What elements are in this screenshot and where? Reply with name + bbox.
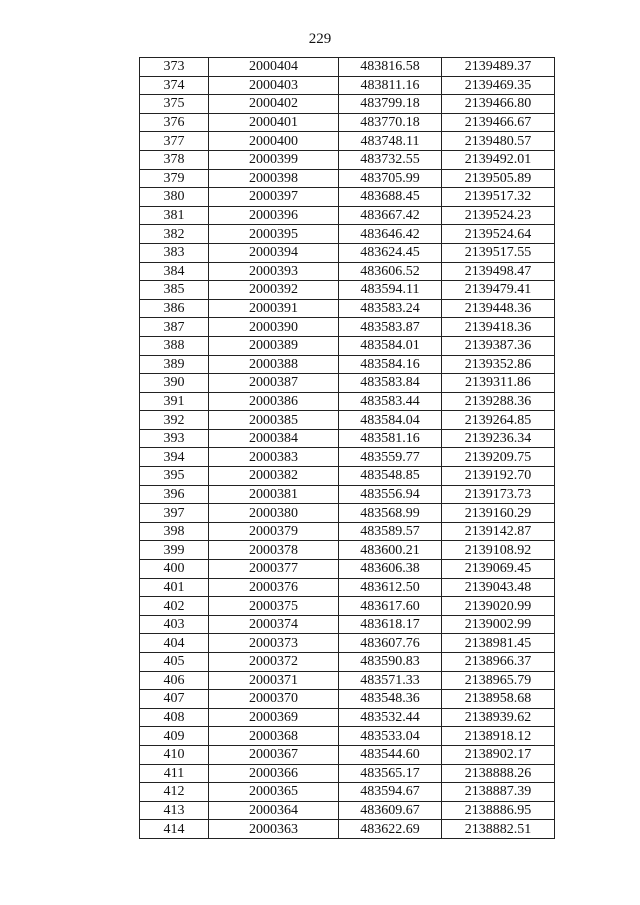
table-row — [140, 764, 555, 783]
table-row — [140, 243, 555, 262]
table-row — [140, 281, 555, 300]
x-coordinate-cell: 483594.11 — [339, 281, 442, 300]
table-row — [140, 467, 555, 486]
y-coordinate-cell: 2139492.01 — [442, 150, 555, 169]
y-coordinate-cell: 2139043.48 — [442, 578, 555, 597]
point-id-cell: 2000386 — [209, 392, 339, 411]
x-coordinate-cell: 483583.84 — [339, 374, 442, 393]
y-coordinate-cell: 2138902.17 — [442, 745, 555, 764]
point-id-cell: 2000384 — [209, 429, 339, 448]
point-id-cell: 2000389 — [209, 336, 339, 355]
table-row — [140, 429, 555, 448]
y-coordinate-cell: 2139020.99 — [442, 597, 555, 616]
y-coordinate-cell: 2138918.12 — [442, 727, 555, 746]
point-id-cell: 2000375 — [209, 597, 339, 616]
row-number-cell: 389 — [140, 355, 209, 374]
row-number-cell: 383 — [140, 243, 209, 262]
row-number-cell: 396 — [140, 485, 209, 504]
x-coordinate-cell: 483548.36 — [339, 690, 442, 709]
y-coordinate-cell: 2138939.62 — [442, 708, 555, 727]
coordinates-table — [139, 57, 555, 839]
x-coordinate-cell: 483589.57 — [339, 522, 442, 541]
y-coordinate-cell: 2139469.35 — [442, 76, 555, 95]
row-number-cell: 411 — [140, 764, 209, 783]
table-row — [140, 541, 555, 560]
x-coordinate-cell: 483606.38 — [339, 560, 442, 579]
x-coordinate-cell: 483544.60 — [339, 745, 442, 764]
point-id-cell: 2000378 — [209, 541, 339, 560]
x-coordinate-cell: 483705.99 — [339, 169, 442, 188]
y-coordinate-cell: 2139069.45 — [442, 560, 555, 579]
point-id-cell: 2000395 — [209, 225, 339, 244]
table-row — [140, 634, 555, 653]
row-number-cell: 386 — [140, 299, 209, 318]
row-number-cell: 414 — [140, 820, 209, 839]
x-coordinate-cell: 483556.94 — [339, 485, 442, 504]
x-coordinate-cell: 483646.42 — [339, 225, 442, 244]
x-coordinate-cell: 483565.17 — [339, 764, 442, 783]
x-coordinate-cell: 483607.76 — [339, 634, 442, 653]
table-row — [140, 411, 555, 430]
x-coordinate-cell: 483583.24 — [339, 299, 442, 318]
row-number-cell: 408 — [140, 708, 209, 727]
point-id-cell: 2000370 — [209, 690, 339, 709]
table-row — [140, 801, 555, 820]
point-id-cell: 2000379 — [209, 522, 339, 541]
point-id-cell: 2000367 — [209, 745, 339, 764]
row-number-cell: 400 — [140, 560, 209, 579]
row-number-cell: 395 — [140, 467, 209, 486]
table-row — [140, 745, 555, 764]
y-coordinate-cell: 2138887.39 — [442, 783, 555, 802]
point-id-cell: 2000402 — [209, 95, 339, 114]
point-id-cell: 2000399 — [209, 150, 339, 169]
y-coordinate-cell: 2139160.29 — [442, 504, 555, 523]
table-row — [140, 206, 555, 225]
y-coordinate-cell: 2138886.95 — [442, 801, 555, 820]
x-coordinate-cell: 483583.87 — [339, 318, 442, 337]
x-coordinate-cell: 483688.45 — [339, 188, 442, 207]
table-row — [140, 690, 555, 709]
row-number-cell: 380 — [140, 188, 209, 207]
x-coordinate-cell: 483594.67 — [339, 783, 442, 802]
x-coordinate-cell: 483600.21 — [339, 541, 442, 560]
x-coordinate-cell: 483581.16 — [339, 429, 442, 448]
row-number-cell: 381 — [140, 206, 209, 225]
table-row — [140, 169, 555, 188]
row-number-cell: 405 — [140, 653, 209, 672]
y-coordinate-cell: 2139524.23 — [442, 206, 555, 225]
x-coordinate-cell: 483571.33 — [339, 671, 442, 690]
y-coordinate-cell: 2139352.86 — [442, 355, 555, 374]
x-coordinate-cell: 483748.11 — [339, 132, 442, 151]
x-coordinate-cell: 483624.45 — [339, 243, 442, 262]
table-row — [140, 318, 555, 337]
row-number-cell: 373 — [140, 58, 209, 77]
row-number-cell: 393 — [140, 429, 209, 448]
table-row — [140, 336, 555, 355]
table-row — [140, 485, 555, 504]
x-coordinate-cell: 483816.58 — [339, 58, 442, 77]
table-row — [140, 392, 555, 411]
table-row — [140, 597, 555, 616]
x-coordinate-cell: 483811.16 — [339, 76, 442, 95]
point-id-cell: 2000383 — [209, 448, 339, 467]
point-id-cell: 2000364 — [209, 801, 339, 820]
table-row — [140, 820, 555, 839]
y-coordinate-cell: 2138882.51 — [442, 820, 555, 839]
table-row — [140, 225, 555, 244]
x-coordinate-cell: 483606.52 — [339, 262, 442, 281]
point-id-cell: 2000390 — [209, 318, 339, 337]
point-id-cell: 2000391 — [209, 299, 339, 318]
point-id-cell: 2000385 — [209, 411, 339, 430]
x-coordinate-cell: 483667.42 — [339, 206, 442, 225]
row-number-cell: 385 — [140, 281, 209, 300]
row-number-cell: 410 — [140, 745, 209, 764]
x-coordinate-cell: 483617.60 — [339, 597, 442, 616]
table-row — [140, 188, 555, 207]
row-number-cell: 409 — [140, 727, 209, 746]
x-coordinate-cell: 483533.04 — [339, 727, 442, 746]
point-id-cell: 2000392 — [209, 281, 339, 300]
x-coordinate-cell: 483732.55 — [339, 150, 442, 169]
row-number-cell: 394 — [140, 448, 209, 467]
y-coordinate-cell: 2139489.37 — [442, 58, 555, 77]
x-coordinate-cell: 483799.18 — [339, 95, 442, 114]
y-coordinate-cell: 2139387.36 — [442, 336, 555, 355]
table-row — [140, 150, 555, 169]
row-number-cell: 412 — [140, 783, 209, 802]
table-row — [140, 132, 555, 151]
row-number-cell: 391 — [140, 392, 209, 411]
y-coordinate-cell: 2139517.55 — [442, 243, 555, 262]
table-row — [140, 95, 555, 114]
table-row — [140, 76, 555, 95]
x-coordinate-cell: 483590.83 — [339, 653, 442, 672]
row-number-cell: 377 — [140, 132, 209, 151]
point-id-cell: 2000388 — [209, 355, 339, 374]
point-id-cell: 2000363 — [209, 820, 339, 839]
point-id-cell: 2000368 — [209, 727, 339, 746]
table-row — [140, 374, 555, 393]
point-id-cell: 2000394 — [209, 243, 339, 262]
x-coordinate-cell: 483532.44 — [339, 708, 442, 727]
x-coordinate-cell: 483584.16 — [339, 355, 442, 374]
table-row — [140, 671, 555, 690]
point-id-cell: 2000396 — [209, 206, 339, 225]
y-coordinate-cell: 2138966.37 — [442, 653, 555, 672]
row-number-cell: 402 — [140, 597, 209, 616]
row-number-cell: 388 — [140, 336, 209, 355]
y-coordinate-cell: 2139209.75 — [442, 448, 555, 467]
y-coordinate-cell: 2138965.79 — [442, 671, 555, 690]
point-id-cell: 2000377 — [209, 560, 339, 579]
row-number-cell: 392 — [140, 411, 209, 430]
point-id-cell: 2000401 — [209, 113, 339, 132]
y-coordinate-cell: 2139479.41 — [442, 281, 555, 300]
point-id-cell: 2000393 — [209, 262, 339, 281]
y-coordinate-cell: 2139517.32 — [442, 188, 555, 207]
table-row — [140, 522, 555, 541]
table-row — [140, 615, 555, 634]
table-row — [140, 262, 555, 281]
row-number-cell: 406 — [140, 671, 209, 690]
page-number: 229 — [308, 31, 332, 47]
row-number-cell: 387 — [140, 318, 209, 337]
y-coordinate-cell: 2139524.64 — [442, 225, 555, 244]
y-coordinate-cell: 2139418.36 — [442, 318, 555, 337]
table-row — [140, 448, 555, 467]
y-coordinate-cell: 2139480.57 — [442, 132, 555, 151]
x-coordinate-cell: 483612.50 — [339, 578, 442, 597]
x-coordinate-cell: 483584.04 — [339, 411, 442, 430]
row-number-cell: 376 — [140, 113, 209, 132]
row-number-cell: 403 — [140, 615, 209, 634]
table-row — [140, 578, 555, 597]
row-number-cell: 374 — [140, 76, 209, 95]
table-row — [140, 560, 555, 579]
y-coordinate-cell: 2139505.89 — [442, 169, 555, 188]
point-id-cell: 2000387 — [209, 374, 339, 393]
table-row — [140, 727, 555, 746]
point-id-cell: 2000403 — [209, 76, 339, 95]
row-number-cell: 413 — [140, 801, 209, 820]
y-coordinate-cell: 2139466.67 — [442, 113, 555, 132]
table-row — [140, 113, 555, 132]
point-id-cell: 2000365 — [209, 783, 339, 802]
y-coordinate-cell: 2139173.73 — [442, 485, 555, 504]
point-id-cell: 2000371 — [209, 671, 339, 690]
x-coordinate-cell: 483584.01 — [339, 336, 442, 355]
row-number-cell: 401 — [140, 578, 209, 597]
point-id-cell: 2000369 — [209, 708, 339, 727]
table-row — [140, 783, 555, 802]
x-coordinate-cell: 483618.17 — [339, 615, 442, 634]
y-coordinate-cell: 2138958.68 — [442, 690, 555, 709]
y-coordinate-cell: 2139108.92 — [442, 541, 555, 560]
y-coordinate-cell: 2139498.47 — [442, 262, 555, 281]
row-number-cell: 398 — [140, 522, 209, 541]
row-number-cell: 375 — [140, 95, 209, 114]
y-coordinate-cell: 2139311.86 — [442, 374, 555, 393]
y-coordinate-cell: 2139192.70 — [442, 467, 555, 486]
y-coordinate-cell: 2139448.36 — [442, 299, 555, 318]
row-number-cell: 379 — [140, 169, 209, 188]
x-coordinate-cell: 483548.85 — [339, 467, 442, 486]
point-id-cell: 2000382 — [209, 467, 339, 486]
table-row — [140, 504, 555, 523]
table-row — [140, 708, 555, 727]
x-coordinate-cell: 483622.69 — [339, 820, 442, 839]
table-row — [140, 299, 555, 318]
table-row — [140, 653, 555, 672]
point-id-cell: 2000366 — [209, 764, 339, 783]
row-number-cell: 378 — [140, 150, 209, 169]
x-coordinate-cell: 483583.44 — [339, 392, 442, 411]
y-coordinate-cell: 2139288.36 — [442, 392, 555, 411]
x-coordinate-cell: 483568.99 — [339, 504, 442, 523]
point-id-cell: 2000381 — [209, 485, 339, 504]
point-id-cell: 2000374 — [209, 615, 339, 634]
y-coordinate-cell: 2139466.80 — [442, 95, 555, 114]
y-coordinate-cell: 2139002.99 — [442, 615, 555, 634]
row-number-cell: 397 — [140, 504, 209, 523]
y-coordinate-cell: 2139142.87 — [442, 522, 555, 541]
point-id-cell: 2000397 — [209, 188, 339, 207]
point-id-cell: 2000380 — [209, 504, 339, 523]
row-number-cell: 390 — [140, 374, 209, 393]
y-coordinate-cell: 2138888.26 — [442, 764, 555, 783]
row-number-cell: 382 — [140, 225, 209, 244]
point-id-cell: 2000372 — [209, 653, 339, 672]
point-id-cell: 2000400 — [209, 132, 339, 151]
table-row — [140, 355, 555, 374]
row-number-cell: 384 — [140, 262, 209, 281]
point-id-cell: 2000376 — [209, 578, 339, 597]
point-id-cell: 2000398 — [209, 169, 339, 188]
x-coordinate-cell: 483609.67 — [339, 801, 442, 820]
point-id-cell: 2000404 — [209, 58, 339, 77]
table-row — [140, 58, 555, 77]
point-id-cell: 2000373 — [209, 634, 339, 653]
y-coordinate-cell: 2138981.45 — [442, 634, 555, 653]
x-coordinate-cell: 483770.18 — [339, 113, 442, 132]
row-number-cell: 404 — [140, 634, 209, 653]
y-coordinate-cell: 2139236.34 — [442, 429, 555, 448]
y-coordinate-cell: 2139264.85 — [442, 411, 555, 430]
row-number-cell: 399 — [140, 541, 209, 560]
x-coordinate-cell: 483559.77 — [339, 448, 442, 467]
row-number-cell: 407 — [140, 690, 209, 709]
coordinates-table-body — [140, 58, 555, 839]
